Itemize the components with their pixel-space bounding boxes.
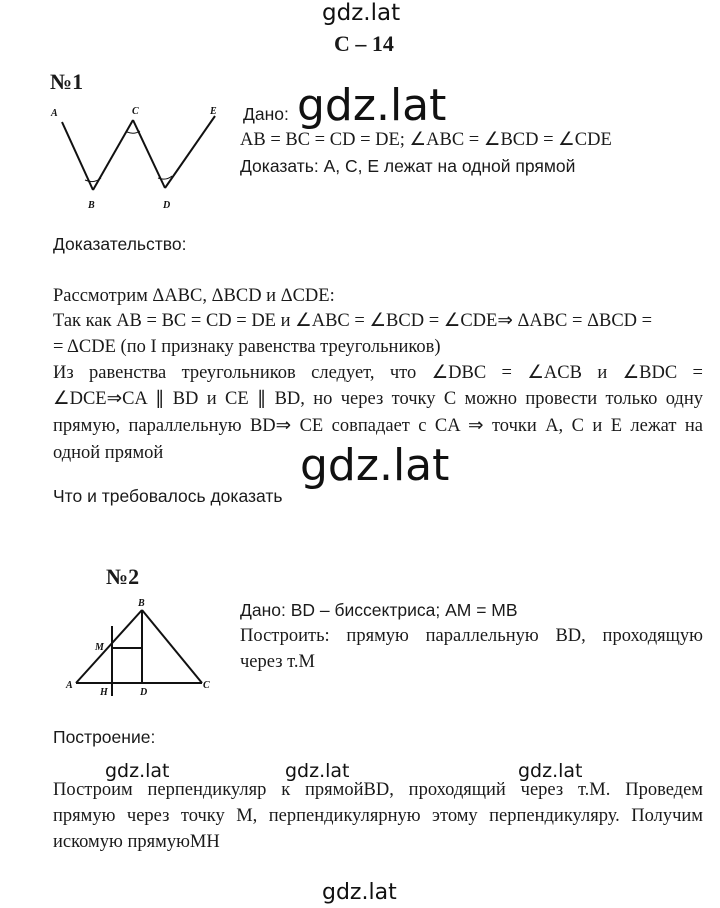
label-a: A — [66, 680, 73, 691]
proof-line: ∠DCE⇒CA ∥ BD и CE ∥ BD, но через точку C можно провести только одну — [53, 389, 703, 409]
label-e: E — [210, 106, 217, 117]
label-c: C — [132, 106, 139, 117]
segment-ab — [76, 610, 142, 683]
task1-given: AB = BC = CD = DE; ∠ABC = ∠BCD = ∠CDE — [240, 130, 612, 150]
label-d: D — [163, 200, 171, 211]
construction-line: искомую прямуюMH — [53, 832, 220, 852]
label-a: A — [51, 108, 58, 119]
watermark-small-3: gdz.lat — [518, 760, 583, 782]
construction-heading: Построение: — [53, 727, 156, 747]
watermark-small-1: gdz.lat — [105, 760, 170, 782]
segment-bc — [142, 610, 202, 683]
label-h: H — [100, 687, 108, 698]
section-title: С – 14 — [334, 31, 394, 56]
task1-number: №1 — [50, 69, 84, 94]
watermark-middle-2: gdz.lat — [300, 440, 450, 491]
watermark-small-2: gdz.lat — [285, 760, 350, 782]
given-label: Дано: — [243, 104, 289, 124]
label-m: M — [95, 642, 104, 653]
proof-line: Рассмотрим ΔABC, ΔBCD и ΔCDE: — [53, 286, 335, 306]
task2-given: Дано: BD – биссектриса; AM = MB — [240, 600, 518, 620]
task2-figure — [62, 598, 242, 698]
construction-line: Построим перпендикуляр к прямойBD, проходящий через т.M. Проведем — [53, 780, 703, 800]
label-d: D — [140, 687, 148, 698]
task2-construct-line2: через т.M — [240, 652, 315, 672]
proof-heading: Доказательство: — [53, 234, 187, 254]
proof-line: прямую, параллельную BD⇒ CE совпадает с CA ⇒ точки A, C и E лежат на — [53, 416, 703, 436]
watermark-middle-1: gdz.lat — [297, 80, 447, 131]
construction-line: прямую через точку M, перпендикулярную этому перпендикуляру. Получим — [53, 806, 703, 826]
label-c: C — [203, 680, 210, 691]
watermark-top: gdz.lat — [322, 0, 401, 26]
proof-line: = ΔCDE (по I признаку равенства треугольников) — [53, 337, 441, 357]
proof-line: Из равенства треугольников следует, что ∠DBC = ∠ACB и ∠BDC = — [53, 363, 703, 383]
segment-ab — [62, 122, 93, 190]
task1-figure — [45, 102, 235, 212]
proof-line: одной прямой — [53, 443, 164, 463]
task2-construct-line1: Построить: прямую параллельную BD, проходящую — [240, 626, 703, 646]
label-b: B — [88, 200, 95, 211]
watermark-bottom: gdz.lat — [322, 880, 397, 905]
task2-number: №2 — [106, 564, 140, 589]
task1-prove: Доказать: A, C, E лежат на одной прямой — [240, 156, 576, 176]
label-b: B — [138, 598, 145, 609]
segment-cd — [133, 120, 165, 188]
segment-de — [165, 116, 215, 188]
proof-line: Так как AB = BC = CD = DE и ∠ABC = ∠BCD = ∠CDE⇒ ΔABC = ΔBCD = — [53, 311, 653, 331]
conclusion: Что и требовалось доказать — [53, 486, 283, 506]
